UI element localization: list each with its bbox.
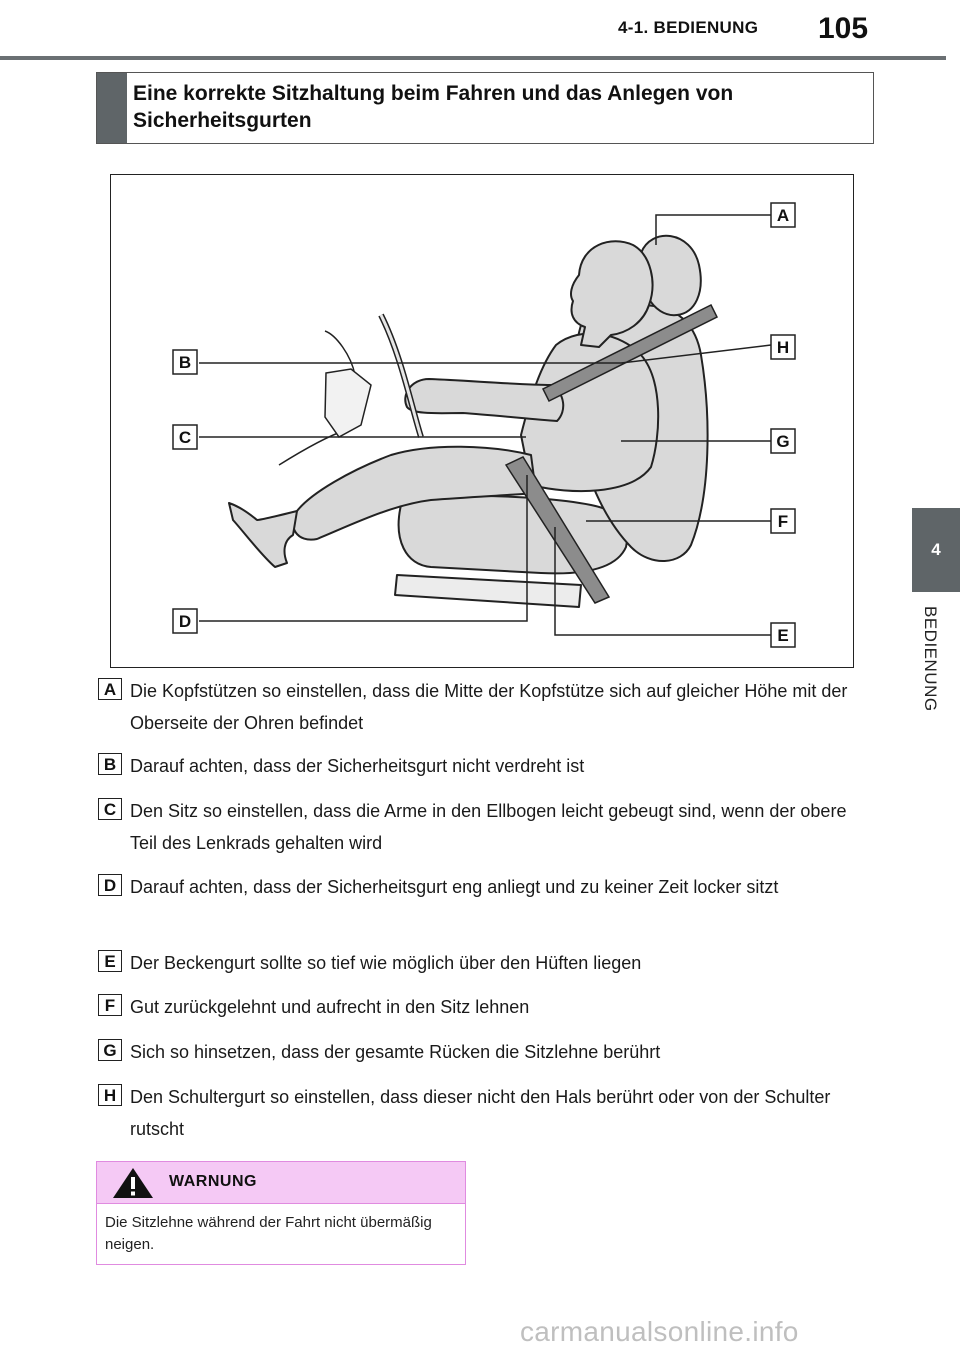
chapter-label: BEDIENUNG	[921, 606, 940, 712]
warning-box	[96, 1161, 466, 1265]
callout-f: F	[777, 512, 789, 531]
header-divider	[0, 56, 946, 60]
item-text: Sich so hinsetzen, dass der gesamte Rücken die Sitzlehne berührt	[130, 1042, 661, 1062]
callout-g: G	[776, 432, 790, 451]
item-badge: H	[98, 1084, 122, 1106]
item-badge: A	[98, 678, 122, 700]
section-heading-box	[96, 72, 874, 144]
callout-d: D	[178, 612, 192, 631]
illustration-drawing	[111, 175, 855, 669]
item-text: Den Schultergurt so einstellen, dass dieser nicht den Hals berührt oder von der Schulter rutscht	[130, 1087, 831, 1139]
watermark: carmanualsonline.info	[520, 1316, 799, 1347]
callout-b: B	[178, 353, 192, 372]
chapter-tab[interactable]	[912, 508, 960, 592]
list-item	[98, 1036, 868, 1068]
list-item	[98, 1081, 868, 1145]
item-text: Darauf achten, dass der Sicherheitsgurt nicht verdreht ist	[130, 756, 585, 776]
section-title: 4-1. BEDIENUNG	[618, 18, 759, 37]
chapter-number: 4	[931, 540, 941, 559]
warning-text: Die Sitzlehne während der Fahrt nicht übermäßig neigen.	[105, 1214, 432, 1253]
list-item	[98, 947, 868, 979]
list-item	[98, 871, 868, 935]
callout-e: E	[777, 626, 789, 645]
item-text: Darauf achten, dass der Sicherheitsgurt eng anliegt und zu keiner Zeit locker sitzt	[130, 877, 779, 897]
page-number: 105	[818, 12, 869, 45]
item-badge: E	[98, 950, 122, 972]
item-text: Die Kopfstützen so einstellen, dass die Mitte der Kopfstütze sich auf gleicher Höhe mit der Oberseite der Ohren befindet	[130, 681, 848, 733]
callout-h: H	[776, 338, 790, 357]
item-text: Der Beckengurt sollte so tief wie möglich über den Hüften liegen	[130, 953, 642, 973]
item-badge: B	[98, 753, 122, 775]
warning-header	[97, 1162, 465, 1204]
section-heading: Eine korrekte Sitzhaltung beim Fahren und das Anlegen von Sicherheitsgurten	[133, 82, 734, 132]
item-text: Den Sitz so einstellen, dass die Arme in den Ellbogen leicht gebeugt sind, wenn der obere Teil des Lenkrads gehalten wird	[130, 801, 847, 853]
heading-accent-bar	[97, 73, 127, 143]
list-item	[98, 991, 868, 1023]
list-item	[98, 675, 868, 739]
item-badge: F	[98, 994, 122, 1016]
callout-c: C	[178, 428, 192, 447]
warning-title: WARNUNG	[169, 1173, 257, 1190]
item-badge: C	[98, 798, 122, 820]
warning-triangle-icon	[111, 1166, 155, 1200]
item-text: Gut zurückgelehnt und aufrecht in den Sitz lehnen	[130, 997, 530, 1017]
seating-posture-illustration	[110, 174, 854, 668]
callout-a: A	[776, 206, 790, 225]
item-badge: D	[98, 874, 122, 896]
item-badge: G	[98, 1039, 122, 1061]
list-item	[98, 795, 868, 859]
list-item	[98, 750, 868, 782]
